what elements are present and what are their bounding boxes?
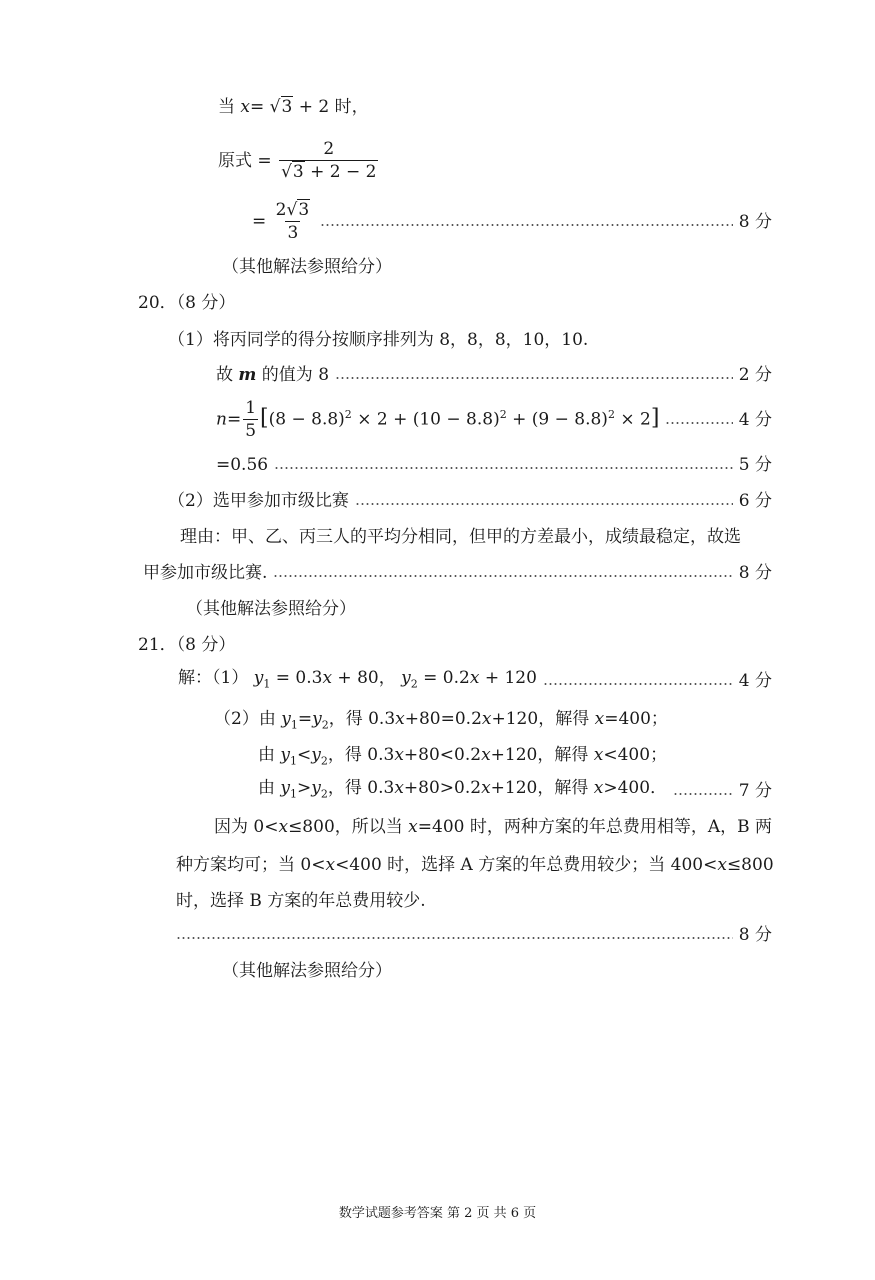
q21-conclusion-line2: 种方案均可；当 0<x<400 时，选择 A 方案的年总费用较少；当 400<x≤800 xyxy=(176,855,774,875)
q20-m-row: 故 m 的值为 8 2 分 xyxy=(216,360,772,390)
leader-dots xyxy=(274,467,733,469)
q19-condition: 当 x= √3 + 2 时， xyxy=(218,92,369,122)
leader-dots xyxy=(665,422,732,424)
points: 5 分 xyxy=(738,455,772,475)
q19-result-row: = $\frac{2√3}{3}$ 8 分 xyxy=(252,199,772,243)
points: 8 分 xyxy=(738,925,772,945)
sqrt-expr: √3 xyxy=(269,97,293,117)
leader-dots xyxy=(355,503,733,505)
points: 8 分 xyxy=(738,212,772,232)
q21-step2-gt-row: 由 $y_1>y_2$，得 0.3x+80>0.2x+120，解得 x>400． 7 分 xyxy=(258,776,772,806)
q19-other-methods: （其他解法参照给分） xyxy=(222,257,392,277)
q21-step2-lt: 由 $y_1<y_2$，得 0.3x+80<0.2x+120，解得 x<400； xyxy=(258,745,668,768)
q19-original-expr: 原式 = $\frac{2}{√3 + 2 - 2}$ xyxy=(218,139,377,182)
points: 7 分 xyxy=(738,781,772,801)
q20-heading: 20．（8 分） xyxy=(138,293,236,313)
leader-dots xyxy=(335,377,733,379)
points: 8 分 xyxy=(738,563,772,583)
q20-value-row: =0.56 5 分 xyxy=(216,450,772,480)
points: 6 分 xyxy=(738,491,772,511)
q20-part1: （1）将丙同学的得分按顺序排列为 8，8，8，10，10. xyxy=(168,330,589,350)
points: 4 分 xyxy=(738,410,772,430)
q20-part2-row: （2）选甲参加市级比赛 6 分 xyxy=(168,486,772,516)
page-footer: 数学试题参考答案 第 2 页 共 6 页 xyxy=(338,1206,537,1221)
points: 4 分 xyxy=(738,671,772,691)
fraction: $\frac{1}{5}$ xyxy=(245,397,257,441)
q21-conclusion-line3: 时，选择 B 方案的年总费用较少. xyxy=(176,891,426,911)
leader-dots xyxy=(320,224,733,226)
q20-reason-line1: 理由：甲、乙、丙三人的平均分相同，但甲的方差最小，成绩最稳定，故选 xyxy=(180,527,741,547)
q20-n-row: n= $\frac{1}{5}$ $[(8 - 8.8)^2 \times 2 + (10 - 8.8)^2 + (9 - 8.8)^2 \times 2]$ 4 分 xyxy=(216,397,772,441)
points: 2 分 xyxy=(738,365,772,385)
q21-step1-row: 解：（1） $y_1 = 0.3x + 80$， $y_2 = 0.2x + 120$ 4 分 xyxy=(178,666,772,696)
q20-other-methods: （其他解法参照给分） xyxy=(186,599,356,619)
q21-step2-eq: （2）由 $y_1=y_2$，得 0.3x+80=0.2x+120，解得 x=400； xyxy=(214,709,668,732)
leader-dots xyxy=(176,937,733,939)
q20-reason-line2: 甲参加市级比赛. 8 分 xyxy=(143,558,772,588)
leader-dots xyxy=(543,683,733,685)
fraction: $\frac{2√3}{3}$ xyxy=(275,199,310,243)
q21-points-row xyxy=(176,920,772,950)
q21-conclusion-line1: 因为 0<x≤800，所以当 x=400 时，两种方案的年总费用相等，A，B 两 xyxy=(214,817,773,837)
leader-dots xyxy=(673,793,733,795)
fraction: $\frac{2}{√3 + 2 - 2}$ xyxy=(281,139,377,182)
leader-dots xyxy=(273,575,732,577)
q21-heading: 21．（8 分） xyxy=(138,635,236,655)
q21-other-methods: （其他解法参照给分） xyxy=(222,961,392,981)
